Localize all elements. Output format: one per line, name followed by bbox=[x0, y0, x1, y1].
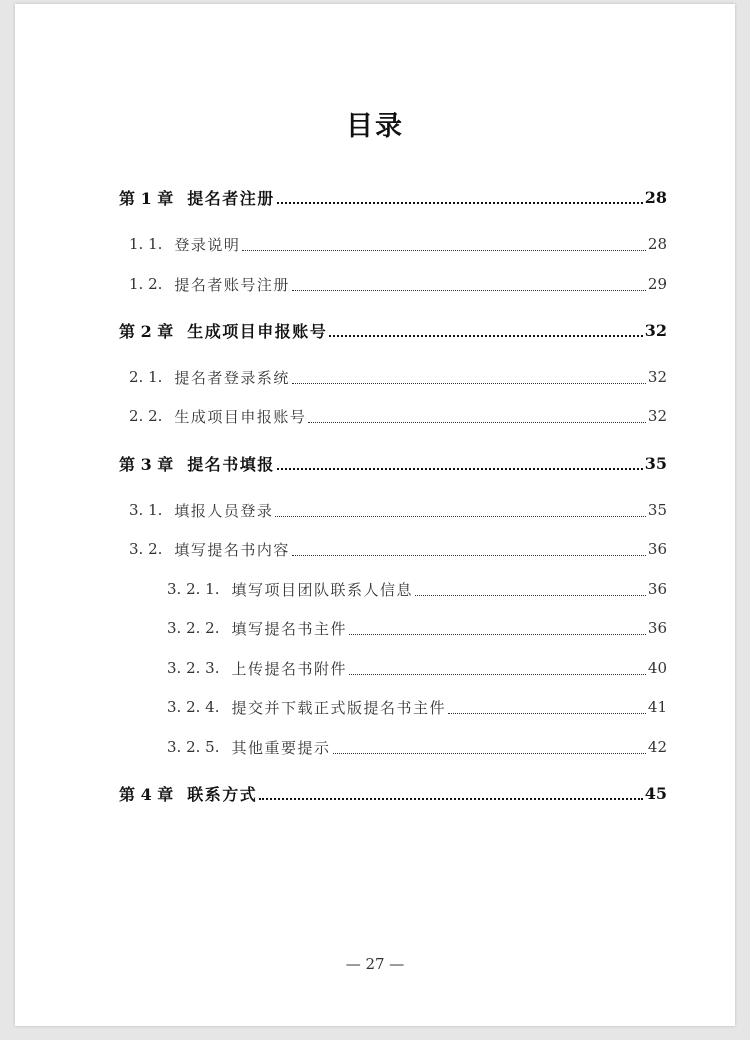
toc-entry-3-2-3[interactable] bbox=[167, 655, 667, 681]
toc-entry-chapter-4[interactable] bbox=[119, 780, 667, 806]
toc-entry-page: 32 bbox=[647, 368, 667, 386]
toc-entry-number: 3. 2. 4. bbox=[167, 698, 220, 716]
dot-leader bbox=[292, 383, 646, 384]
toc-entry-title: 填写提名书主件 bbox=[231, 619, 347, 638]
toc-entry-page: 36 bbox=[647, 540, 667, 558]
toc-entry-3-2-2[interactable] bbox=[167, 615, 667, 641]
toc-entry-title: 生成项目申报账号 bbox=[174, 407, 307, 426]
dot-leader bbox=[333, 753, 646, 754]
toc-entry-title: 提名书填报 bbox=[187, 454, 275, 474]
dot-leader bbox=[242, 250, 645, 251]
toc-entry-3-2-4[interactable] bbox=[167, 694, 667, 720]
document-page bbox=[15, 4, 735, 1026]
toc-entry-title: 登录说明 bbox=[174, 235, 241, 254]
toc-entry-title: 填写项目团队联系人信息 bbox=[231, 580, 413, 599]
dot-leader bbox=[277, 202, 643, 204]
dot-leader bbox=[259, 798, 642, 800]
page-title: 目录 bbox=[346, 111, 404, 142]
toc-entry-page: 28 bbox=[644, 187, 667, 207]
toc-entry-number: 第 1 章 bbox=[119, 188, 174, 208]
toc-entry-number: 1. 1. bbox=[129, 235, 163, 253]
toc-entry-number: 3. 1. bbox=[129, 501, 163, 519]
toc-entry-title: 生成项目申报账号 bbox=[187, 321, 328, 341]
dot-leader bbox=[308, 422, 645, 423]
toc-entry-title: 提名者注册 bbox=[187, 188, 275, 208]
toc-entry-page: 42 bbox=[647, 738, 667, 756]
dot-leader bbox=[277, 468, 643, 470]
toc-entry-number: 2. 1. bbox=[129, 368, 163, 386]
toc-entry-chapter-3[interactable] bbox=[119, 450, 667, 476]
toc-entry-page: 32 bbox=[644, 320, 667, 340]
dot-leader bbox=[292, 290, 646, 291]
toc-entry-page: 32 bbox=[647, 407, 667, 425]
toc-entry-3-2[interactable] bbox=[129, 536, 667, 562]
toc-entry-number: 3. 2. 2. bbox=[167, 619, 220, 637]
dot-leader bbox=[415, 595, 646, 596]
toc-entry-page: 45 bbox=[644, 783, 667, 803]
toc-entry-2-1[interactable] bbox=[129, 364, 667, 390]
toc-entry-number: 3. 2. bbox=[129, 540, 163, 558]
dot-leader bbox=[329, 335, 642, 337]
toc-entry-number: 第 2 章 bbox=[119, 321, 174, 341]
toc-entry-3-2-1[interactable] bbox=[167, 576, 667, 602]
dot-leader bbox=[349, 634, 646, 635]
toc-entry-1-2[interactable] bbox=[129, 271, 667, 297]
toc-entry-chapter-2[interactable] bbox=[119, 317, 667, 343]
toc-entry-title: 填写提名书内容 bbox=[174, 540, 290, 559]
toc-entry-2-2[interactable] bbox=[129, 403, 667, 429]
dot-leader bbox=[275, 516, 645, 517]
toc-entry-title: 填报人员登录 bbox=[174, 501, 274, 520]
toc-entry-title: 其他重要提示 bbox=[231, 738, 331, 757]
toc-entry-number: 1. 2. bbox=[129, 275, 163, 293]
toc-entry-number: 3. 2. 1. bbox=[167, 580, 220, 598]
toc-entry-page: 36 bbox=[647, 580, 667, 598]
toc-entry-number: 第 4 章 bbox=[119, 784, 174, 804]
toc-entry-page: 35 bbox=[644, 453, 667, 473]
toc-entry-3-1[interactable] bbox=[129, 497, 667, 523]
toc-entry-page: 35 bbox=[647, 501, 667, 519]
toc-entry-title: 提交并下载正式版提名书主件 bbox=[231, 698, 446, 717]
toc-entry-title: 联系方式 bbox=[187, 784, 258, 804]
dot-leader bbox=[448, 713, 646, 714]
toc-entry-title: 提名者登录系统 bbox=[174, 368, 290, 387]
toc-entry-page: 40 bbox=[647, 659, 667, 677]
toc-entry-number: 2. 2. bbox=[129, 407, 163, 425]
toc-entry-1-1[interactable] bbox=[129, 231, 667, 257]
toc-entry-page: 29 bbox=[647, 275, 667, 293]
toc-entry-number: 3. 2. 3. bbox=[167, 659, 220, 677]
toc-entry-chapter-1[interactable] bbox=[119, 184, 667, 210]
page-number-footer: — 27 — bbox=[345, 955, 405, 973]
toc-entry-title: 提名者账号注册 bbox=[174, 275, 290, 294]
toc-entry-number: 3. 2. 5. bbox=[167, 738, 220, 756]
toc-entry-page: 41 bbox=[647, 698, 667, 716]
toc-entry-title: 上传提名书附件 bbox=[231, 659, 347, 678]
dot-leader bbox=[349, 674, 646, 675]
dot-leader bbox=[292, 555, 646, 556]
toc-entry-page: 36 bbox=[647, 619, 667, 637]
toc-entry-page: 28 bbox=[647, 235, 667, 253]
toc-entry-number: 第 3 章 bbox=[119, 454, 174, 474]
toc-entry-3-2-5[interactable] bbox=[167, 734, 667, 760]
